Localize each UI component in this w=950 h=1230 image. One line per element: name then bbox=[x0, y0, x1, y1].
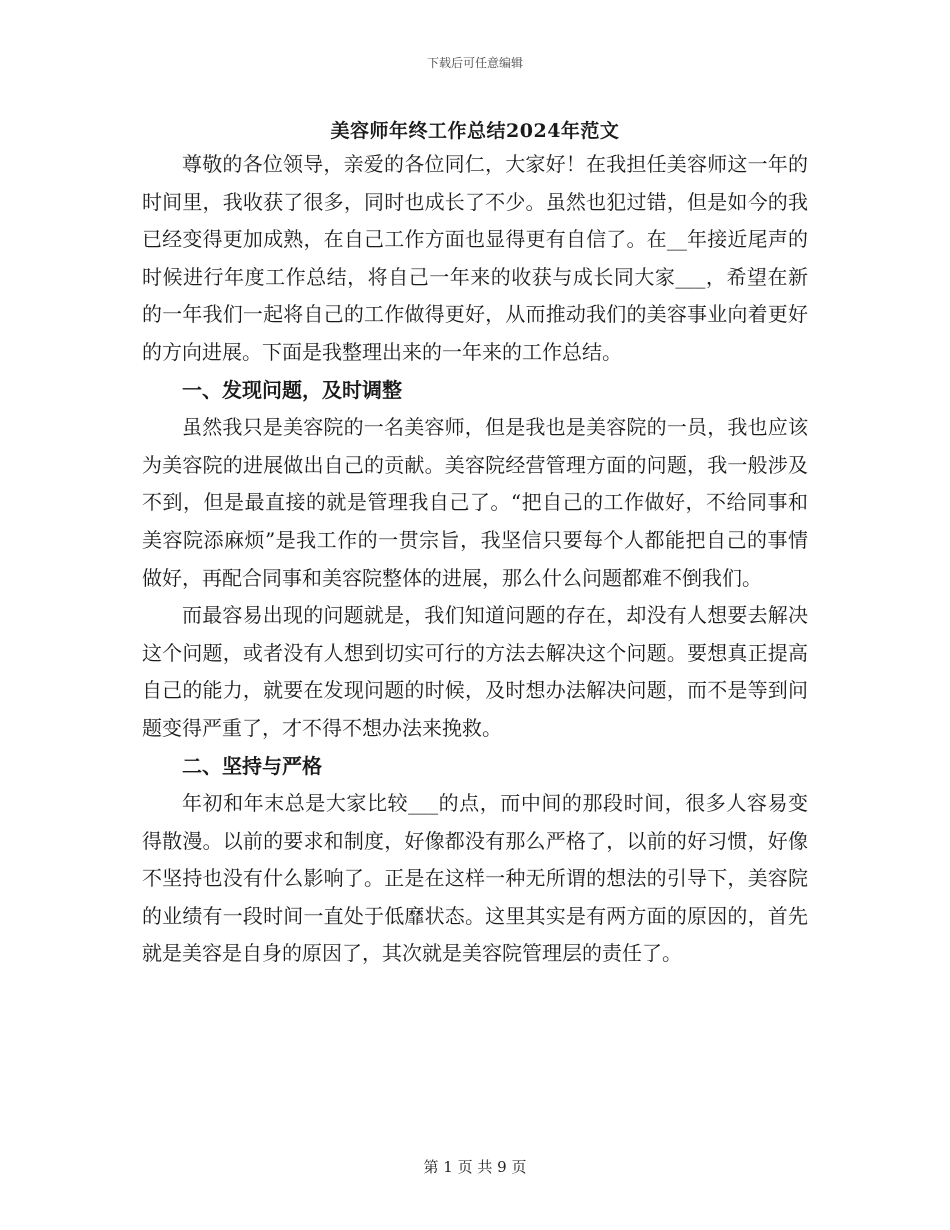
section-1-paragraph-1: 虽然我只是美容院的一名美容师，但是我也是美容院的一员，我也应该为美容院的进展做出自己的贡献。美容院经营管理方面的问题，我一般涉及不到，但是最直接的就是管理我自己了。“把自己的工作做好，不给同事和美容院添麻烦”是我工作的一贯宗旨，我坚信只要每个人都能把自己的事情做好，再配合同事和美容院整体的进展，那么什么问题都难不倒我们。 bbox=[142, 415, 808, 590]
section-2-heading: 二、坚持与严格 bbox=[182, 753, 322, 778]
intro-paragraph: 尊敬的各位领导，亲爱的各位同仁，大家好！在我担任美容师这一年的时间里，我收获了很多，同时也成长了不少。虽然也犯过错，但是如今的我已经变得更加成熟，在自己工作方面也显得更有自信了。在__年接近尾声的时候进行年度工作总结，将自己一年来的收获与成长同大家___，希望在新的一年我们一起将自己的工作做得更好，从而推动我们的美容事业向着更好的方向进展。下面是我整理出来的一年来的工作总结。 bbox=[142, 152, 808, 364]
page-header: 下载后可任意编辑 bbox=[426, 56, 523, 70]
page-number-footer: 第 1 页 共 9 页 bbox=[423, 1158, 527, 1176]
section-2-paragraph-1: 年初和年末总是大家比较___的点，而中间的那段时间，很多人容易变得散漫。以前的要求和制度，好像都没有那么严格了，以前的好习惯，好像不坚持也没有什么影响了。正是在这样一种无所谓的想法的引导下，美容院的业绩有一段时间一直处于低靡状态。这里其实是有两方面的原因的，首先就是美容是自身的原因了，其次就是美容院管理层的责任了。 bbox=[142, 791, 808, 966]
document-body bbox=[142, 146, 808, 973]
document-title: 美容师年终工作总结2024年范文 bbox=[330, 120, 620, 142]
section-1-paragraph-2: 而最容易出现的问题就是，我们知道问题的存在，却没有人想要去解决这个问题，或者没有人想到切实可行的方法去解决这个问题。要想真正提高自己的能力，就要在发现问题的时候，及时想办法解决问题，而不是等到问题变得严重了，才不得不想办法来挽救。 bbox=[142, 603, 808, 740]
section-1-heading: 一、发现问题，及时调整 bbox=[182, 377, 402, 402]
